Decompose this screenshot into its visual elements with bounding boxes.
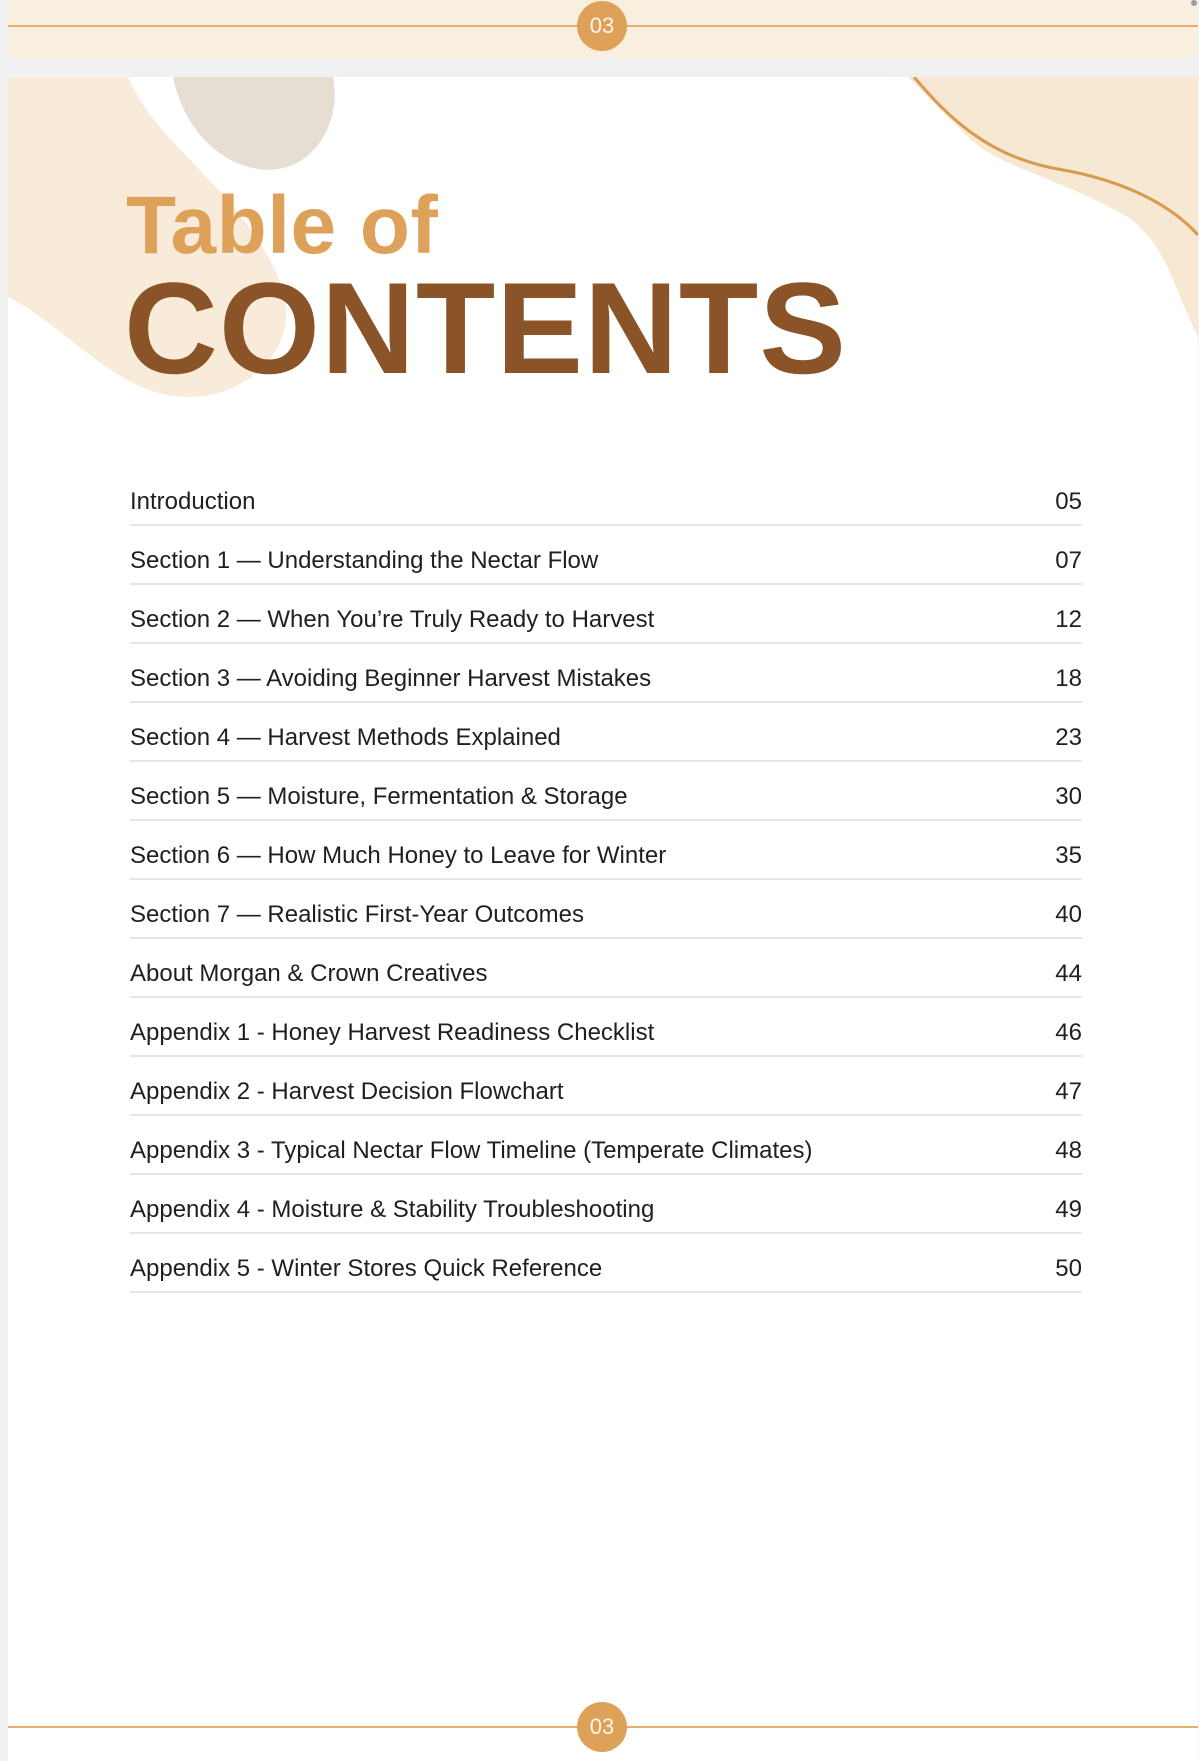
- previous-page-footer: [8, 0, 1198, 58]
- toc-entry-page: 30: [1055, 783, 1082, 810]
- page-number-badge: 03: [577, 1, 627, 51]
- toc-entry-label: Section 2 — When You’re Truly Ready to Harvest: [130, 606, 655, 633]
- toc-entry-label: Section 4 — Harvest Methods Explained: [130, 724, 561, 751]
- toc-entry[interactable]: [130, 1116, 1082, 1175]
- toc-entry-page: 50: [1055, 1255, 1082, 1282]
- toc-entry-label: Appendix 4 - Moisture & Stability Troubleshooting: [130, 1196, 655, 1223]
- toc-entry[interactable]: [130, 880, 1082, 939]
- toc-entry-label: Section 5 — Moisture, Fermentation & Storage: [130, 783, 628, 810]
- toc-entry-label: Appendix 1 - Honey Harvest Readiness Checklist: [130, 1019, 655, 1046]
- page-number-badge: 03: [577, 1702, 627, 1752]
- toc-entry-page: 46: [1055, 1019, 1082, 1046]
- toc-entry-page: 23: [1055, 724, 1082, 751]
- toc-entry-page: 40: [1055, 901, 1082, 928]
- toc-entry-label: Section 3 — Avoiding Beginner Harvest Mistakes: [130, 665, 652, 692]
- page-title-line-1: Table of: [126, 180, 439, 271]
- toc-entry[interactable]: [130, 526, 1082, 585]
- toc-entry-label: Section 7 — Realistic First-Year Outcomes: [130, 901, 584, 928]
- toc-entry-page: 35: [1055, 842, 1082, 869]
- toc-entry[interactable]: [130, 644, 1082, 703]
- toc-entry-page: 12: [1055, 606, 1082, 633]
- toc-entry-page: 48: [1055, 1137, 1082, 1164]
- toc-entry[interactable]: [130, 762, 1082, 821]
- toc-entry[interactable]: [130, 821, 1082, 880]
- toc-entry-page: 49: [1055, 1196, 1082, 1223]
- toc-entry-page: 47: [1055, 1078, 1082, 1105]
- toc-entry[interactable]: [130, 1175, 1082, 1234]
- toc-entry[interactable]: [130, 467, 1082, 526]
- toc-entry[interactable]: [130, 939, 1082, 998]
- toc-entry[interactable]: [130, 585, 1082, 644]
- toc-entry-page: 44: [1055, 960, 1082, 987]
- table-of-contents: [130, 467, 1082, 1293]
- toc-entry-label: Section 6 — How Much Honey to Leave for Winter: [130, 842, 667, 869]
- toc-entry[interactable]: [130, 703, 1082, 762]
- toc-entry-label: Section 1 — Understanding the Nectar Flow: [130, 547, 599, 574]
- toc-entry-page: 18: [1055, 665, 1082, 692]
- toc-entry-label: Appendix 2 - Harvest Decision Flowchart: [130, 1078, 564, 1105]
- document-page: [8, 77, 1198, 1761]
- toc-entry[interactable]: [130, 1234, 1082, 1293]
- page-title-line-2: CONTENTS: [124, 255, 847, 401]
- toc-entry-label: Appendix 5 - Winter Stores Quick Reference: [130, 1255, 603, 1282]
- toc-entry-page: 05: [1055, 488, 1082, 515]
- toc-entry-label: About Morgan & Crown Creatives: [130, 960, 488, 987]
- toc-entry-label: Introduction: [130, 488, 256, 515]
- toc-entry[interactable]: [130, 998, 1082, 1057]
- scrollbar-thumb[interactable]: [1191, 0, 1197, 6]
- toc-entry[interactable]: [130, 1057, 1082, 1116]
- toc-entry-label: Appendix 3 - Typical Nectar Flow Timeline (Temperate Climates): [130, 1137, 813, 1164]
- toc-entry-page: 07: [1055, 547, 1082, 574]
